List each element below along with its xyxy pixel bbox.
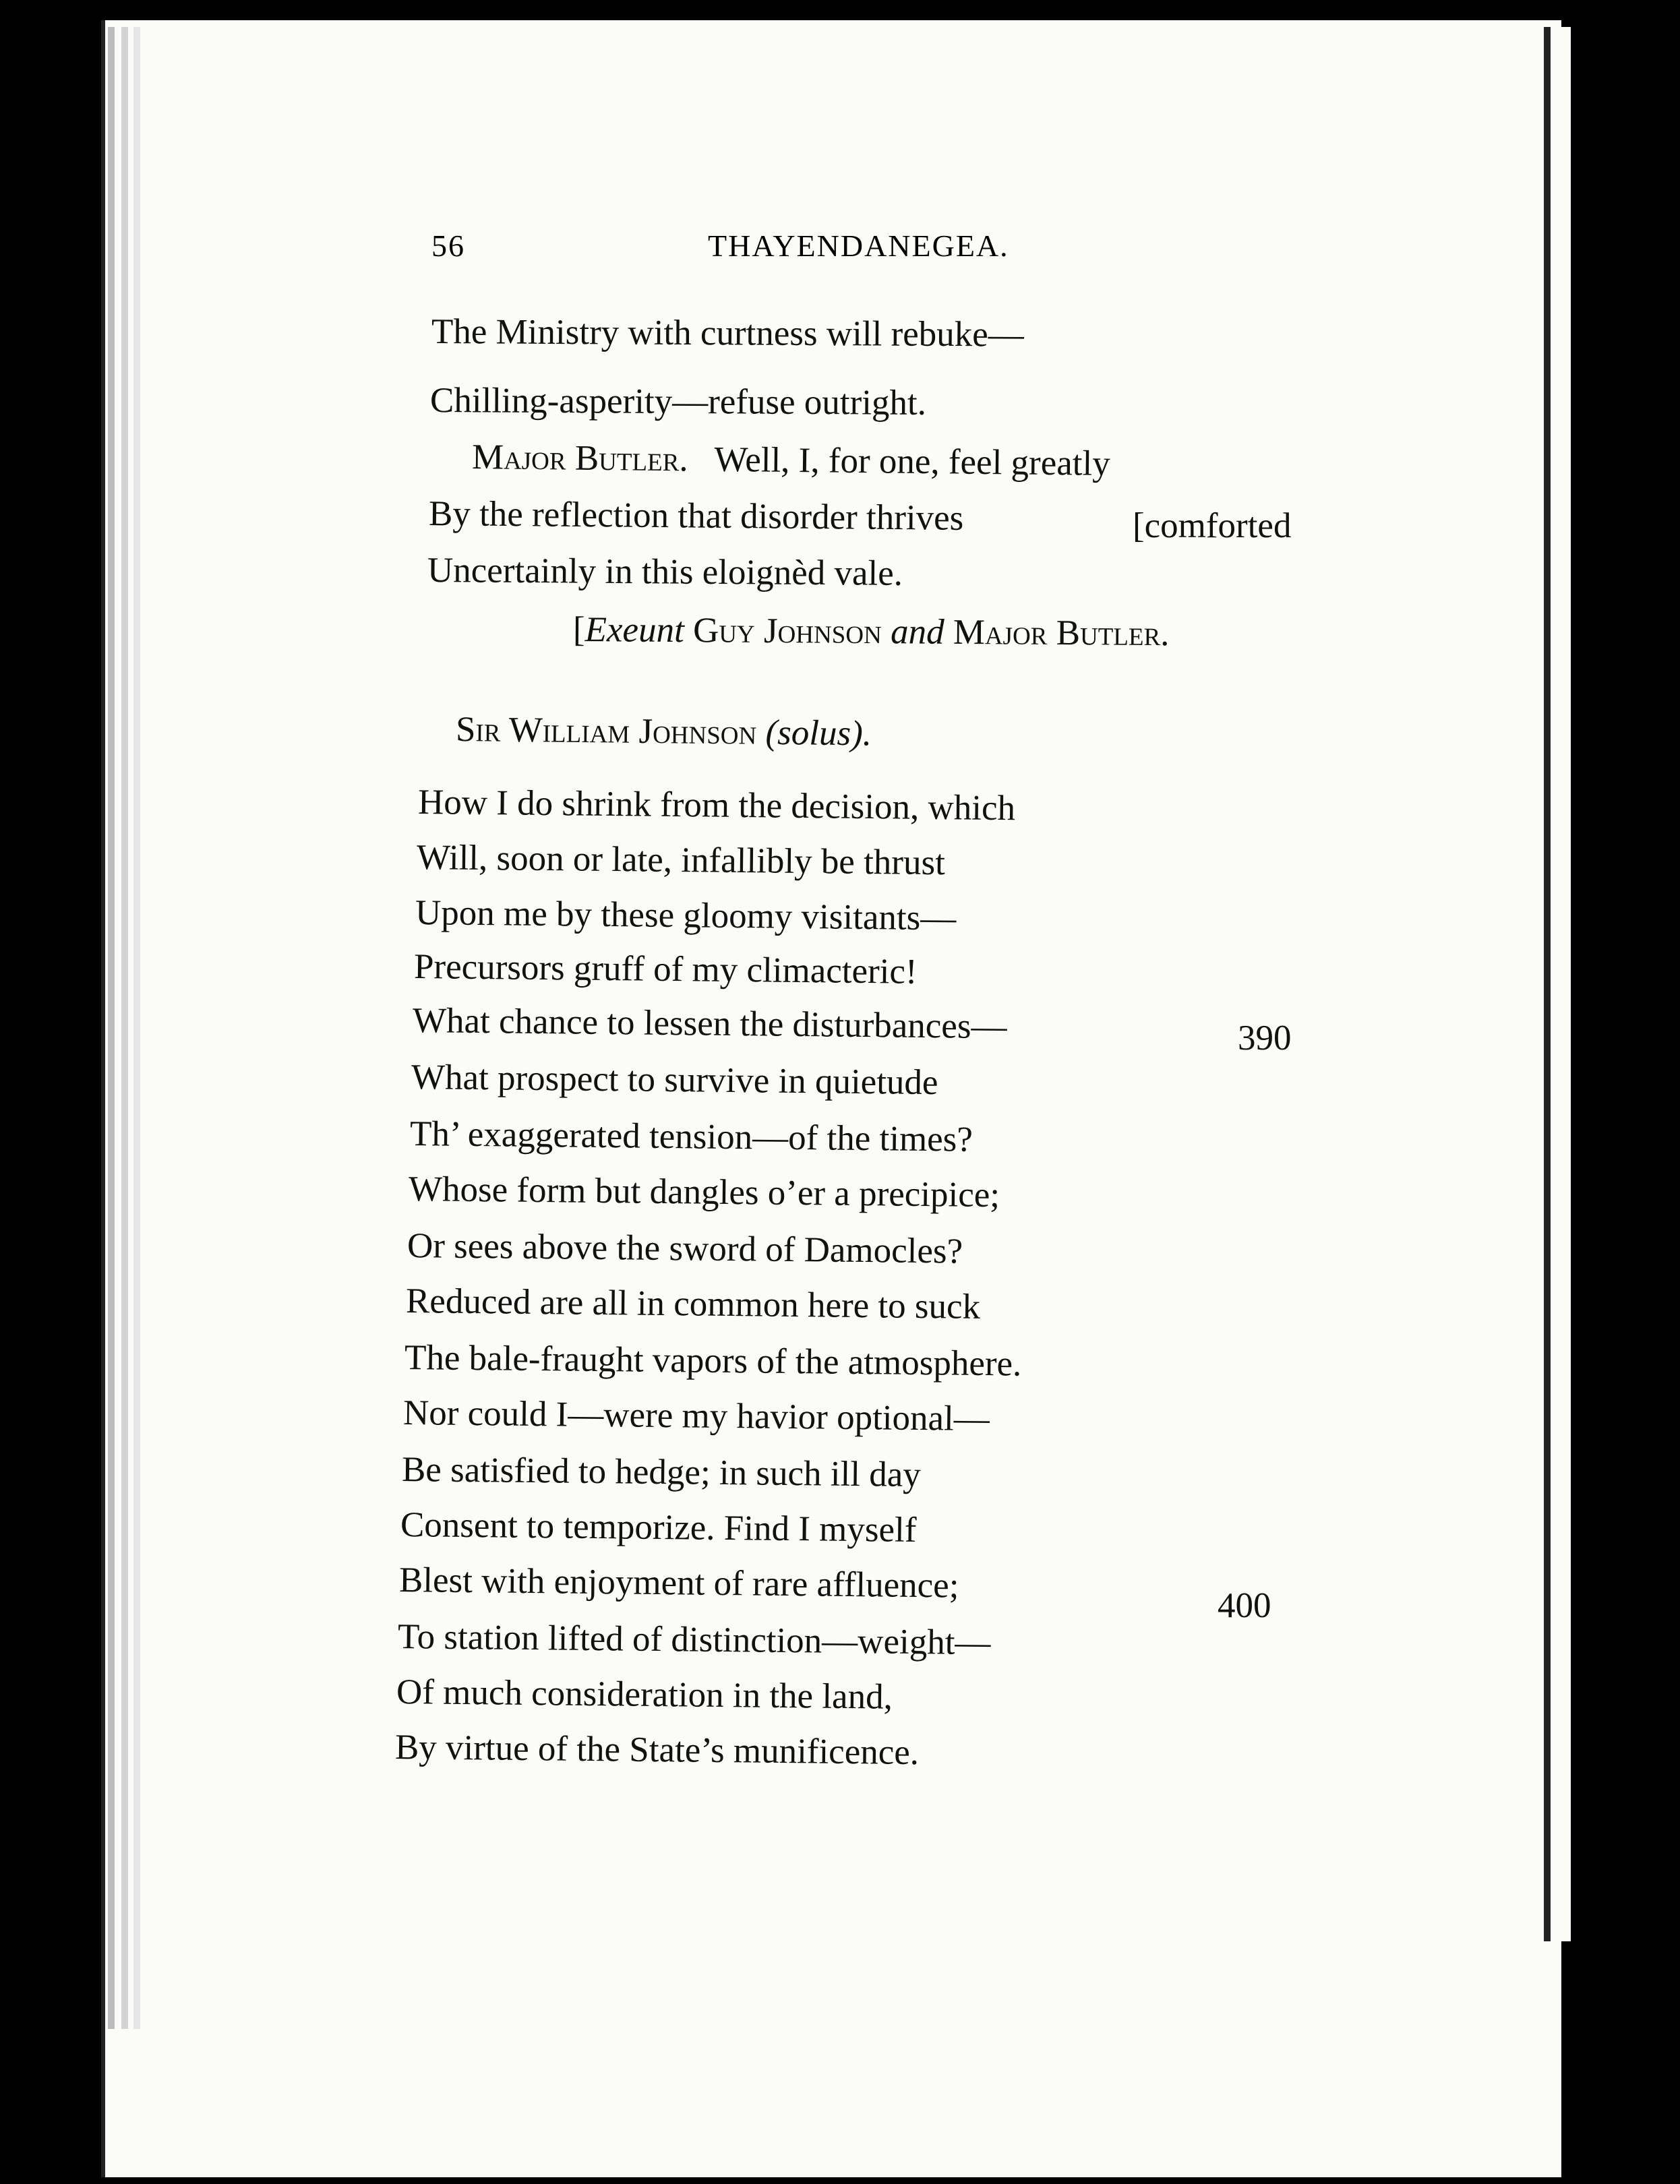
- running-title: THAYENDANEGEA.: [708, 229, 1009, 263]
- verse-line: Blest with enjoyment of rare affluence;: [398, 1560, 959, 1606]
- verse-line: Upon me by these gloomy visitants—: [415, 893, 957, 938]
- verse-line: Be satisfied to hedge; in such ill day: [401, 1450, 922, 1495]
- verse-line: Will, soon or late, infallibly be thrust: [416, 838, 946, 883]
- turnover-word: [comforted: [1133, 506, 1292, 545]
- speaker-name: Major Butler.: [471, 437, 688, 479]
- verse-line: Reduced are all in common here to suck: [405, 1281, 981, 1327]
- page-number: 56: [431, 229, 465, 263]
- verse-line: What prospect to survive in quietude: [411, 1058, 938, 1103]
- verse-line: Th’ exaggerated tension—of the times?: [409, 1114, 973, 1159]
- page-edge: [121, 27, 128, 2029]
- verse-line: To station lifted of distinction—weight—: [397, 1617, 991, 1663]
- speech-text: Well, I, for one, feel greatly: [714, 439, 1111, 483]
- verse-line: How I do shrink from the decision, which: [417, 783, 1016, 828]
- verse-line: The Ministry with curtness will rebuke—: [431, 312, 1024, 355]
- speaker-heading: Sir William Johnson (solus).: [455, 710, 872, 754]
- page-edge: [108, 27, 115, 2029]
- line-number: 400: [1218, 1586, 1271, 1625]
- speech-line: [472, 437, 1110, 484]
- verse-line: The bale-fraught vapors of the atmosphere.: [404, 1338, 1022, 1384]
- stage-direction: [Exeunt Guy Johnson and Major Butler.: [572, 610, 1170, 654]
- verse-line: Precursors gruff of my climacteric!: [413, 947, 918, 992]
- line-number: 390: [1238, 1019, 1292, 1058]
- verse-line: Nor could I—were my havior optional—: [402, 1393, 990, 1439]
- verse-line: By the reflection that disorder thrives: [428, 494, 964, 538]
- right-page-edge: [1544, 27, 1571, 1941]
- verse-line: Of much consideration in the land,: [396, 1672, 893, 1717]
- verse-line: Consent to temporize. Find I myself: [400, 1505, 917, 1550]
- verse-line: Or sees above the sword of Damocles?: [407, 1226, 963, 1271]
- verse-line: What chance to lessen the disturbances—: [412, 1001, 1007, 1047]
- page-edge: [133, 27, 140, 2029]
- verse-line: By virtue of the State’s munificence.: [394, 1728, 920, 1773]
- verse-line: Chilling-asperity—refuse outright.: [429, 381, 927, 423]
- verse-line: Whose form but dangles o’er a precipice;: [408, 1170, 1000, 1215]
- verse-line: Uncertainly in this eloignèd vale.: [427, 551, 903, 593]
